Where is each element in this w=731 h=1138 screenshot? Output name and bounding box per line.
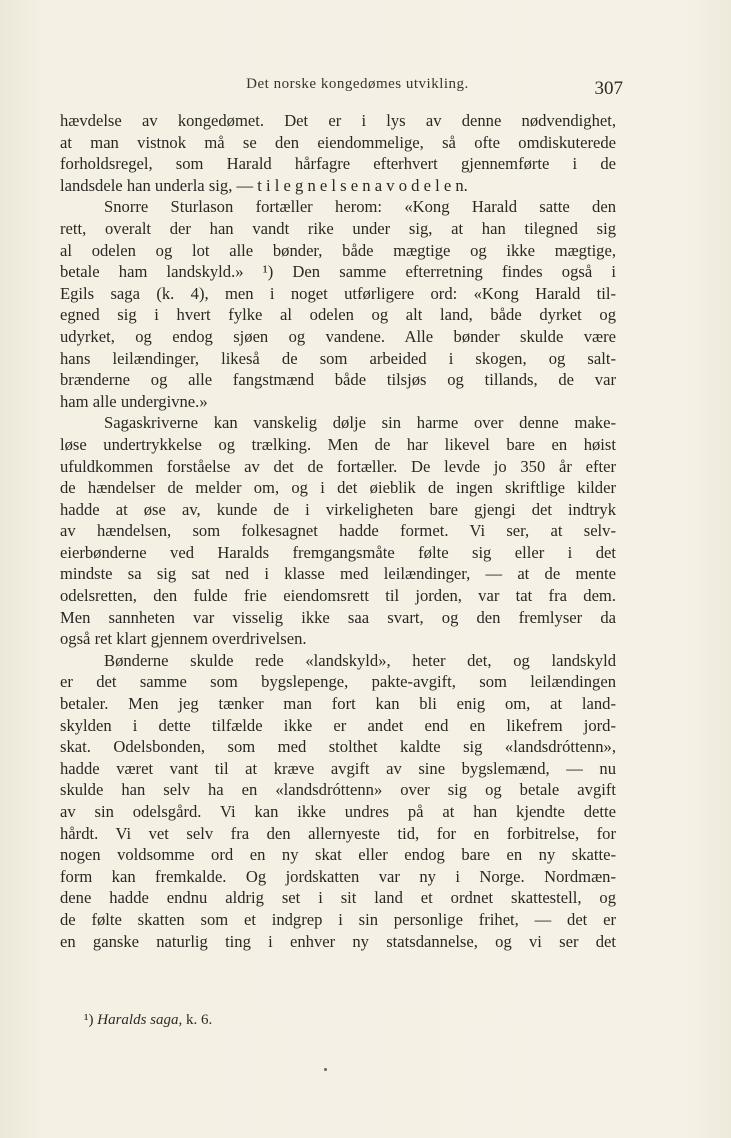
ink-speck	[324, 1068, 327, 1071]
footnote-marker: ¹)	[84, 1012, 94, 1028]
text-line: udyrket, og endog sjøen og vandene. Alle bønder skulde være	[60, 326, 616, 346]
text-line: landsdele han underla sig, — t i l e g n e l s e n a v o d e l e n.	[60, 175, 468, 195]
text-line: hævdelse av kongedømet. Det er i lys av denne nødvendighet,	[60, 111, 616, 130]
text-line: hadde været vant til at kræve avgift av sine bygslemænd, — nu	[60, 758, 616, 778]
text-line: Snorre Sturlason fortæller herom: «Kong Harald satte den	[104, 197, 616, 217]
text-line: dene hadde endnu aldrig set i sit land et ordnet skattestell, og	[60, 888, 616, 908]
text-line: også ret klart gjennem overdrivelsen.	[60, 629, 307, 649]
text-line: skat. Odelsbonden, som med stolthet kaldte sig «landsdróttenn»,	[60, 737, 616, 757]
text-line: ufuldkommen forståelse av det de fortæller. De levde jo 350 år efter	[60, 456, 616, 476]
text-line: av sin odelsgård. Vi kan ikke undres på at han kjendte dette	[60, 802, 616, 821]
text-line: de hændelser de melder om, og i det øieblik de ingen skriftlige kilder	[60, 478, 616, 498]
text-line: betale ham landskyld.» ¹) Den samme efterretning findes også i	[60, 262, 616, 282]
text-line: betaler. Men jeg tænker man fort kan bli enig om, at land-	[60, 694, 616, 714]
text-line: brænderne og alle fangstmænd både tilsjøs og tillands, de var	[60, 370, 616, 390]
text-line: Men sannheten var visselig ikke saa svart, og den fremlyser da	[60, 607, 616, 627]
page-header	[90, 76, 625, 106]
page-number: 307	[594, 78, 623, 99]
text-line: er det samme som bygslepenge, pakte-avgift, som leilændingen	[60, 672, 616, 692]
text-line: skulde han selv ha en «landsdróttenn» over sig og betale avgift	[60, 780, 616, 800]
footnote-reference: k. 6.	[186, 1012, 213, 1028]
text-line: rett, overalt der han vandt rike under sig, at han tilegned sig	[60, 218, 616, 238]
footnote-title: Haralds saga,	[97, 1012, 183, 1028]
text-line: hadde at øse av, kunde de i virkeligheten bare gjengi det indtryk	[60, 499, 616, 519]
text-line: eierbønderne ved Haralds fremgangsmåte følte sig eller i det	[60, 542, 616, 562]
text-line: nogen voldsomme ord en ny skat eller endog bare en ny skatte-	[60, 845, 616, 865]
text-line: hans leilændinger, likeså de som arbeided i skogen, og salt-	[60, 348, 616, 368]
text-line: mindste sa sig sat ned i klasse med leilændinger, — at de mente	[60, 564, 616, 584]
body-text	[60, 110, 616, 952]
text-line: forholdsregel, som Harald hårfagre efterhvert gjennemførte i de	[60, 154, 616, 174]
text-line: at man vistnok må se den eiendommelige, så ofte omdiskuterede	[60, 132, 616, 152]
text-line: de følte skatten som et indgrep i sin personlige frihet, — det er	[60, 909, 616, 929]
text-line: Bønderne skulde rede «landskyld», heter det, og landskyld	[104, 650, 616, 670]
running-title: Det norske kongedømes utvikling.	[246, 76, 469, 92]
text-line: al odelen og lot alle bønder, både mægtige og ikke mægtige,	[60, 240, 616, 260]
text-line: odelsretten, den fulde frie eiendomsrett til jorden, var tat fra dem.	[60, 586, 616, 606]
footnote	[84, 1012, 212, 1029]
text-line: en ganske naturlig ting i enhver ny statsdannelse, og vi ser det	[60, 931, 616, 951]
text-line: hårdt. Vi vet selv fra den allernyeste tid, for en forbitrelse, for	[60, 823, 616, 843]
text-line: løse undertrykkelse og trælking. Men de har likevel bare en høist	[60, 434, 616, 454]
text-line: Sagaskriverne kan vanskelig dølje sin harme over denne make-	[104, 413, 616, 433]
text-line: form kan fremkalde. Og jordskatten var ny i Norge. Nordmæn-	[60, 866, 616, 886]
text-line: skylden i dette tilfælde ikke er andet end en likefrem jord-	[60, 715, 616, 735]
text-line: Egils saga (k. 4), men i noget utførligere ord: «Kong Harald til-	[60, 283, 616, 303]
text-line: ham alle undergivne.»	[60, 391, 208, 411]
text-line: egned sig i hvert fylke al odelen og alt land, både dyrket og	[60, 305, 616, 325]
text-line: av hændelsen, som folkesagnet hadde formet. Vi ser, at selv-	[60, 521, 616, 541]
